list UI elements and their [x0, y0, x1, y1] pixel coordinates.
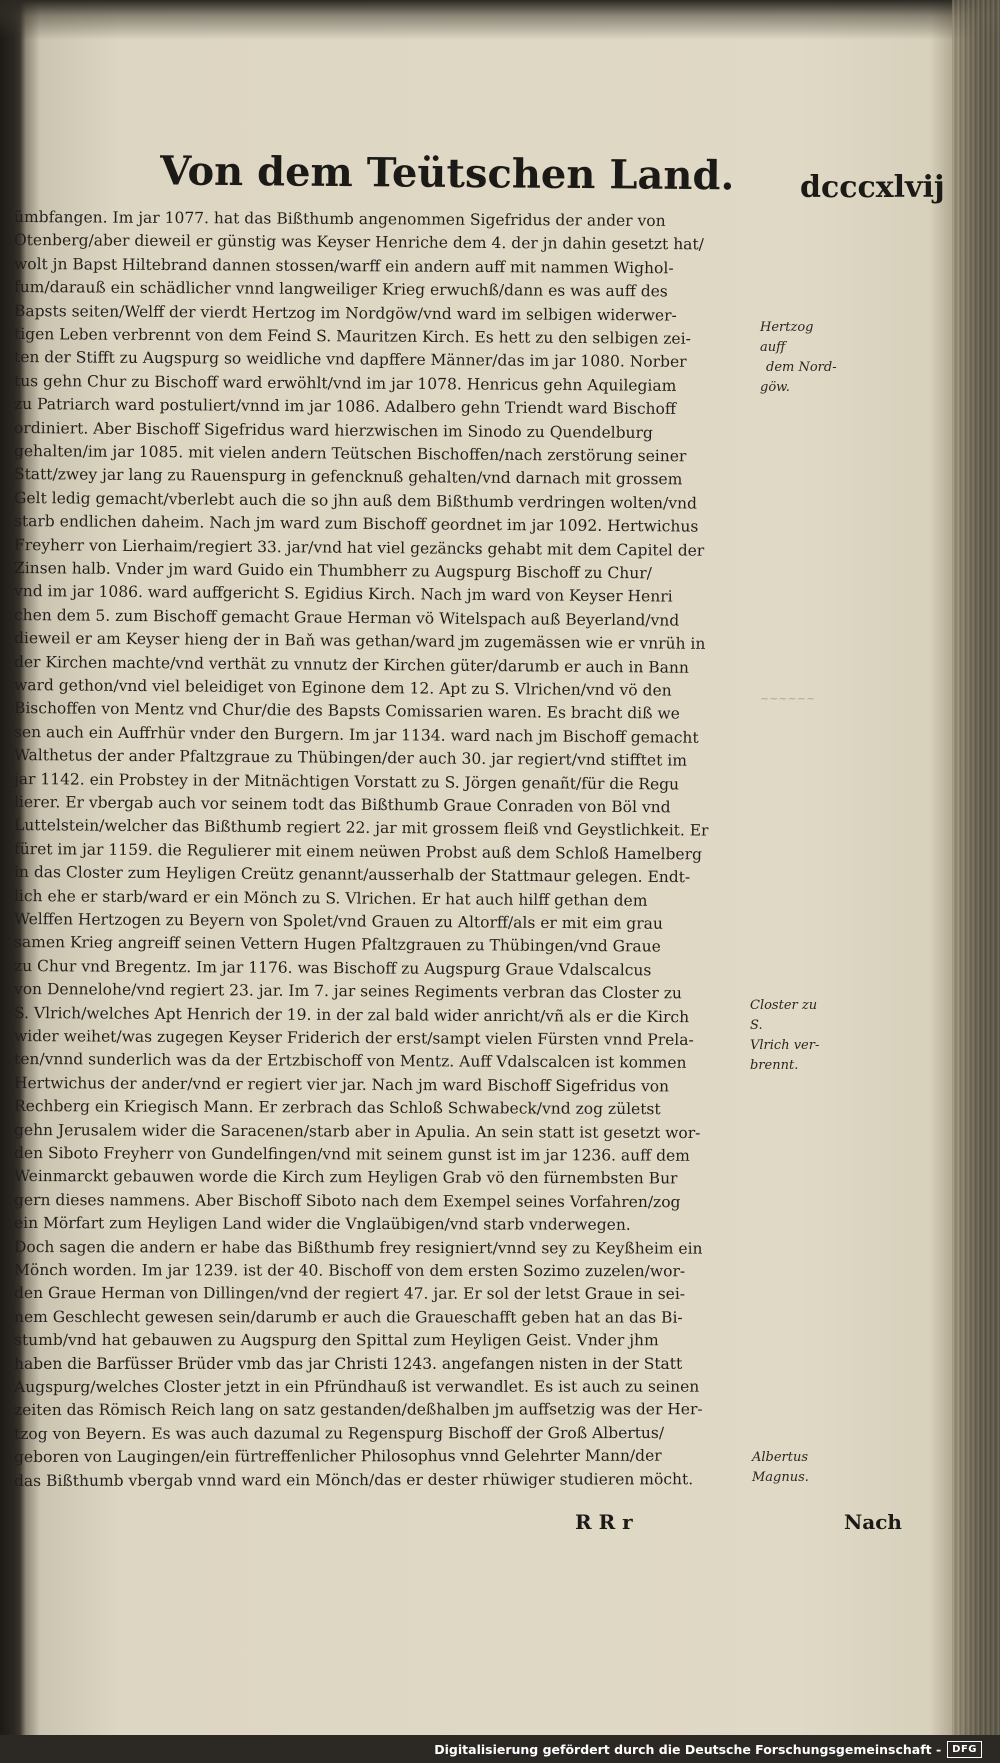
margin-note-line: dem Nord- [766, 360, 837, 375]
text-line: Weinmarckt gebauwen worde die Kirch zum Heyligen Grab vö den fürnembsten Bur [13, 1167, 678, 1188]
margin-note-closter [750, 996, 830, 1076]
text-line: haben die Barfüsser Brüder vmb das jar Christi 1243. angefangen nisten in der Statt [13, 1354, 683, 1373]
margin-note-line: Closter zu S. [750, 998, 818, 1033]
text-line: den Graue Herman von Dillingen/vnd der regiert 47. jar. Er sol der letst Graue in sei- [13, 1284, 686, 1304]
text-line: zu Chur vnd Bregentz. Im jar 1176. was Bischoff zu Augspurg Graue Vdalscalcus [13, 956, 652, 980]
text-line: Augspurg/welches Closter jetzt in ein Pfründhauß ist verwandlet. Es ist auch zu seinen [13, 1377, 700, 1396]
text-line: Doch sagen die andern er habe das Bißthumb frey resigniert/vnnd sey zu Keyßheim ein [13, 1237, 703, 1258]
text-line: Rechberg ein Kriegisch Mann. Er zerbrach das Schloß Schwabeck/vnd zog zületst [13, 1097, 661, 1119]
text-line: das Bißthumb vbergab vnnd ward ein Mönch/das er dester rhüwiger studieren möcht. [13, 1469, 694, 1490]
text-line: gehn Jerusalem wider die Saracenen/starb aber in Apulia. An sein statt ist gesetzt wor- [13, 1120, 701, 1142]
text-line: starb endlichen daheim. Nach jm ward zum Bischoff geordnet im jar 1092. Hertwichus [13, 512, 699, 536]
footer-credit [0, 1738, 982, 1760]
text-line: ward gethon/vnd viel beleidiget von Eginone dem 12. Apt zu S. Vlrichen/vnd vö den [13, 676, 672, 700]
margin-note-hertzog [760, 318, 840, 398]
text-line: Freyherr von Lierhaim/regiert 33. jar/vnd hat viel gezäncks gehabt mit dem Capitel der [13, 535, 705, 560]
text-line: wider weihet/was zugegen Keyser Friderich der erst/sampt vielen Fürsten vnnd Prela- [13, 1027, 694, 1050]
text-line: Walthetus der ander Pfaltzgraue zu Thübingen/der auch 30. jar regiert/vnd stifftet im [13, 746, 688, 770]
signature-mark: R R r [575, 1510, 633, 1534]
text-line: Bapsts seiten/Welff der vierdt Hertzog im Nordgöw/vnd ward im selbigen widerwer- [13, 301, 677, 325]
catchword: Nach [844, 1510, 902, 1534]
text-line: ein Mörfart zum Heyligen Land wider die Vnglaübigen/vnd starb vnderwegen. [13, 1214, 631, 1234]
text-line: zeiten das Römisch Reich lang on satz gestanden/deßhalben jm auffsetzig was der Her- [13, 1400, 703, 1420]
body-text [14, 208, 754, 1508]
page-edges [952, 0, 1000, 1763]
text-line: zu Patriarch ward postuliert/vnnd im jar 1086. Adalbero gehn Triendt ward Bischoff [13, 395, 676, 419]
margin-note-line: Albertus [752, 1450, 809, 1465]
text-line: von Dennelohe/vnd regiert 23. jar. Im 7. jar seines Regiments verbran das Closter zu [13, 980, 682, 1003]
text-line: füret im jar 1159. die Regulierer mit einem neüwen Probst auß dem Schloß Hamelberg [13, 839, 703, 864]
text-line: tzog von Beyern. Es was auch dazumal zu Regenspurg Bischoff der Groß Albertus/ [13, 1423, 665, 1443]
text-line: Gelt ledig gemacht/vberlebt auch die so jhn auß dem Bißthumb verdringen wolten/vnd [13, 488, 698, 513]
faint-margin-mark: ~~~~~~ [760, 692, 816, 705]
footer-credit-text: Digitalisierung gefördert durch die Deutsche Forschungsgemeinschaft - [434, 1741, 942, 1757]
text-line: ümbfangen. Im jar 1077. hat das Bißthumb angenommen Sigefridus der ander von [13, 208, 666, 230]
margin-note-line: Magnus. [752, 1470, 809, 1485]
text-line: chen dem 5. zum Bischoff gemacht Graue Herman vö Witelspach auß Beyerland/vnd [13, 605, 680, 630]
text-line: der Kirchen machte/vnd verthät zu vnnutz der Kirchen güter/darumb er auch in Bann [13, 652, 690, 677]
margin-note-line: Vlrich ver- [750, 1038, 820, 1053]
margin-note-line: brennt. [750, 1058, 799, 1073]
margin-note-line: Hertzog auff [760, 320, 814, 355]
margin-note-albertus [752, 1448, 832, 1488]
text-line: ten/vnnd sunderlich was da der Ertzbischoff von Mentz. Auff Vdalscalcen ist kommen [13, 1050, 687, 1073]
text-line: ten der Stifft zu Augspurg so weidliche vnd dapffere Männer/das im jar 1080. Norber [13, 348, 687, 372]
text-line: tigen Leben verbrennt von dem Feind S. Mauritzen Kirch. Es hett zu den selbigen zei- [13, 325, 691, 348]
dfg-logo-icon: DFG [947, 1741, 982, 1758]
text-line: nem Geschlecht gewesen sein/darumb er auch die Graueschafft geben hat an das Bi- [13, 1307, 683, 1327]
text-line: tus gehn Chur zu Bischoff ward erwöhlt/vnd im jar 1078. Henricus gehn Aquilegiam [13, 371, 677, 395]
text-line: Zinsen halb. Vnder jm ward Guido ein Thumbherr zu Augspurg Bischoff zu Chur/ [13, 559, 652, 583]
text-line: gern dieses nammens. Aber Bischoff Siboto nach dem Exempel seines Vorfahren/zog [13, 1190, 681, 1211]
text-line: lich ehe er starb/ward er ein Mönch zu S. Vlrichen. Er hat auch hilff gethan dem [13, 886, 648, 910]
text-line: lierer. Er vbergab auch vor seinem todt das Bißthumb Graue Conraden von Böl vnd [13, 793, 671, 817]
margin-note-line: göw. [760, 380, 790, 395]
text-line: in das Closter zum Heyligen Creütz genannt/ausserhalb der Stattmaur gelegen. Endt- [13, 863, 691, 887]
text-line: sen auch ein Auffrhür vnder den Burgern. Im jar 1134. ward nach jm Bischoff gemacht [13, 722, 699, 747]
text-line: den Siboto Freyherr von Gundelfingen/vnd mit seinem gunst ist im jar 1236. auff dem [13, 1144, 690, 1165]
text-line: geboren von Laugingen/ein fürtreffenlicher Philosophus vnnd Gelehrter Mann/der [13, 1446, 662, 1467]
text-line: vnd im jar 1086. ward auffgericht S. Egidius Kirch. Nach jm ward von Keyser Henri [13, 582, 673, 606]
text-line: Hertwichus der ander/vnd er regiert vier jar. Nach jm ward Bischoff Sigefridus von [13, 1073, 670, 1096]
text-line: ordiniert. Aber Bischoff Sigefridus ward hierzwischen im Sinodo zu Quendelburg [13, 418, 653, 442]
text-line: samen Krieg angreiff seinen Vettern Hugen Pfaltzgrauen zu Thübingen/vnd Graue [13, 933, 661, 956]
text-line: stumb/vnd hat gebauwen zu Augspurg den Spittal zum Heyligen Geist. Vnder jhm [13, 1331, 659, 1350]
top-shadow [0, 0, 1000, 40]
text-line: gehalten/im jar 1085. mit vielen andern Teütschen Bischoffen/nach zerstörung seiner [13, 442, 687, 466]
text-line: Welffen Hertzogen zu Beyern von Spolet/vnd Grauen zu Altorff/als er mit eim grau [13, 910, 663, 933]
text-line: Mönch worden. Im jar 1239. ist der 40. Bischoff von dem ersten Sozimo zuzelen/wor- [13, 1261, 686, 1281]
running-head: Von dem Teütschen Land. [159, 147, 735, 200]
text-line: dieweil er am Keyser hieng der in Baň was gethan/ward jm zugemässen wie er vnrüh in [13, 629, 706, 654]
text-line: Otenberg/aber dieweil er günstig was Keyser Henriche dem 4. der jn dahin gesetzt hat/ [13, 231, 704, 254]
text-line: S. Vlrich/welches Apt Henrich der 19. in der zal bald wider anricht/vñ als er die Kirch [13, 1003, 690, 1026]
text-line: wolt jn Bapst Hiltebrand dannen stossen/warff ein andern auff mit nammen Wighol- [13, 254, 674, 278]
text-line: Luttelstein/welcher das Bißthumb regiert 22. jar mit grossem fleiß vnd Geystlichkeit. Er [13, 816, 709, 840]
text-line: Bischoffen von Mentz vnd Chur/die des Bapsts Comissarien waren. Es bracht diß we [13, 699, 680, 724]
text-line: jar 1142. ein Probstey in der Mitnächtigen Vorstatt zu S. Jörgen genañt/für die Regu [13, 769, 680, 794]
text-line: Statt/zwey jar lang zu Rauenspurg in gefencknuß gehalten/vnd darnach mit grossem [13, 465, 683, 489]
folio-number: dcccxlvij [800, 170, 945, 205]
text-line: fum/darauß ein schädlicher vnnd langweiliger Krieg erwuchß/dann es was auff des [13, 278, 668, 301]
